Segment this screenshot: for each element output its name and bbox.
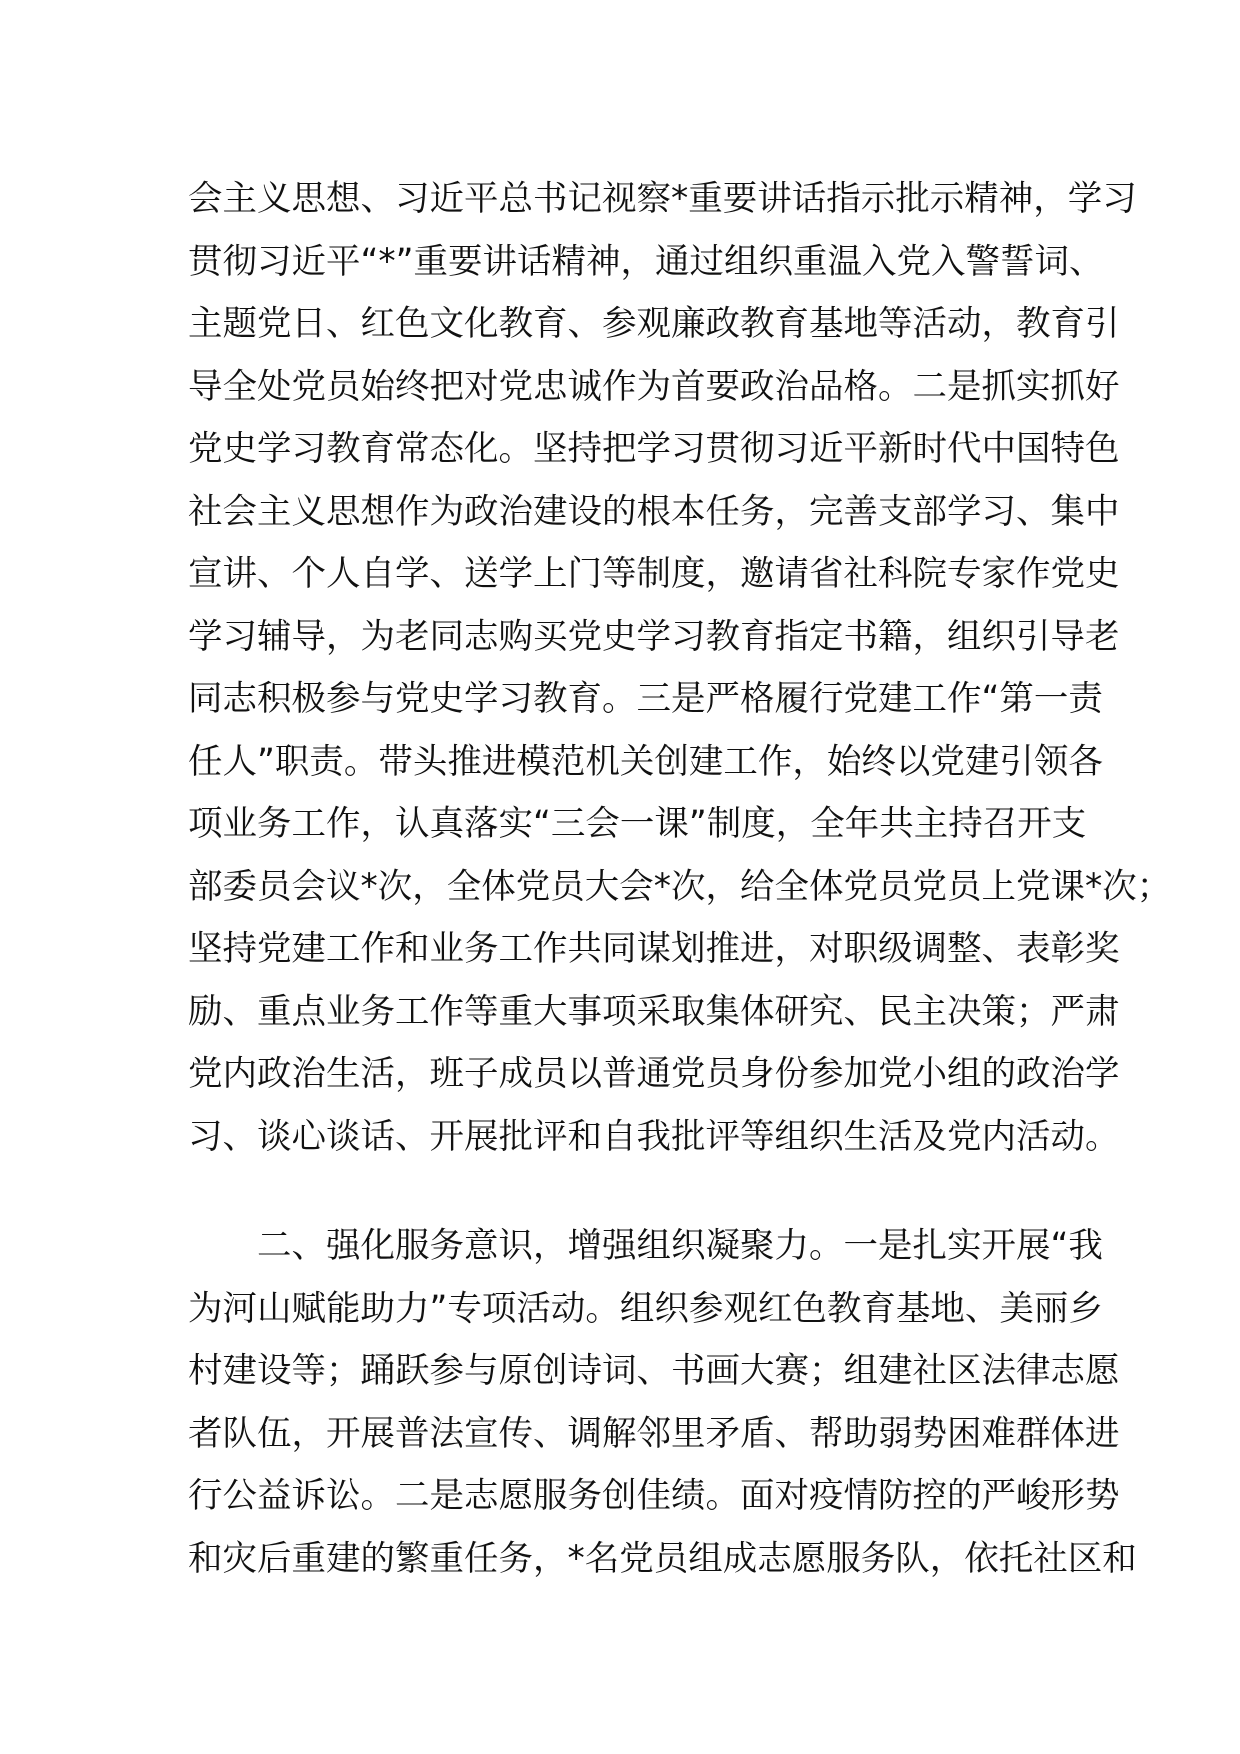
text-line: 任人”职责。带头推进模范机关创建工作，始终以党建引领各 bbox=[188, 741, 1103, 782]
text-line: 坚持党建工作和业务工作共同谋划推进，对职级调整、表彰奖 bbox=[188, 929, 1120, 969]
text-line: 励、重点业务工作等重大事项采取集体研究、民主决策；严肃 bbox=[188, 991, 1120, 1032]
text-line: 部委员会议*次，全体党员大会*次，给全体党员党员上党课*次； bbox=[188, 866, 1172, 907]
text-line: 导全处党员始终把对党忠诚作为首要政治品格。二是抓实抓好 bbox=[188, 366, 1120, 407]
paragraph-party-building bbox=[188, 168, 1172, 1168]
text-line: 学习辅导，为老同志购买党史学习教育指定书籍，组织引导老 bbox=[188, 616, 1120, 657]
text-line: 和灾后重建的繁重任务，*名党员组成志愿服务队，依托社区和 bbox=[188, 1538, 1137, 1579]
text-line: 村建设等；踊跃参与原创诗词、书画大赛；组建社区法律志愿 bbox=[188, 1351, 1120, 1391]
text-line: 项业务工作，认真落实“三会一课”制度，全年共主持召开支 bbox=[188, 804, 1087, 844]
text-line: 者队伍，开展普法宣传、调解邻里矛盾、帮助弱势困难群体进 bbox=[188, 1413, 1120, 1454]
text-line: 主题党日、红色文化教育、参观廉政教育基地等活动，教育引 bbox=[188, 304, 1120, 344]
text-line: 社会主义思想作为政治建设的根本任务，完善支部学习、集中 bbox=[188, 491, 1120, 532]
text-line: 党内政治生活，班子成员以普通党员身份参加党小组的政治学 bbox=[188, 1054, 1120, 1094]
text-line: 为河山赋能助力”专项活动。组织参观红色教育基地、美丽乡 bbox=[188, 1288, 1103, 1329]
text-line: 党史学习教育常态化。坚持把学习贯彻习近平新时代中国特色 bbox=[188, 429, 1120, 469]
paragraph-service-awareness bbox=[188, 1215, 1137, 1590]
text-line: 行公益诉讼。二是志愿服务创佳绩。面对疫情防控的严峻形势 bbox=[188, 1476, 1120, 1516]
text-line: 会主义思想、习近平总书记视察*重要讲话指示批示精神，学习 bbox=[188, 179, 1137, 219]
text-line: 习、谈心谈话、开展批评和自我批评等组织生活及党内活动。 bbox=[188, 1116, 1120, 1157]
text-line: 同志积极参与党史学习教育。三是严格履行党建工作“第一责 bbox=[188, 679, 1103, 719]
text-line: 宣讲、个人自学、送学上门等制度，邀请省社科院专家作党史 bbox=[188, 554, 1120, 594]
paragraph-heading-line: 二、强化服务意识，增强组织凝聚力。一是扎实开展“我 bbox=[257, 1226, 1103, 1266]
text-line: 贯彻习近平“*”重要讲话精神，通过组织重温入党入警誓词、 bbox=[188, 241, 1104, 282]
